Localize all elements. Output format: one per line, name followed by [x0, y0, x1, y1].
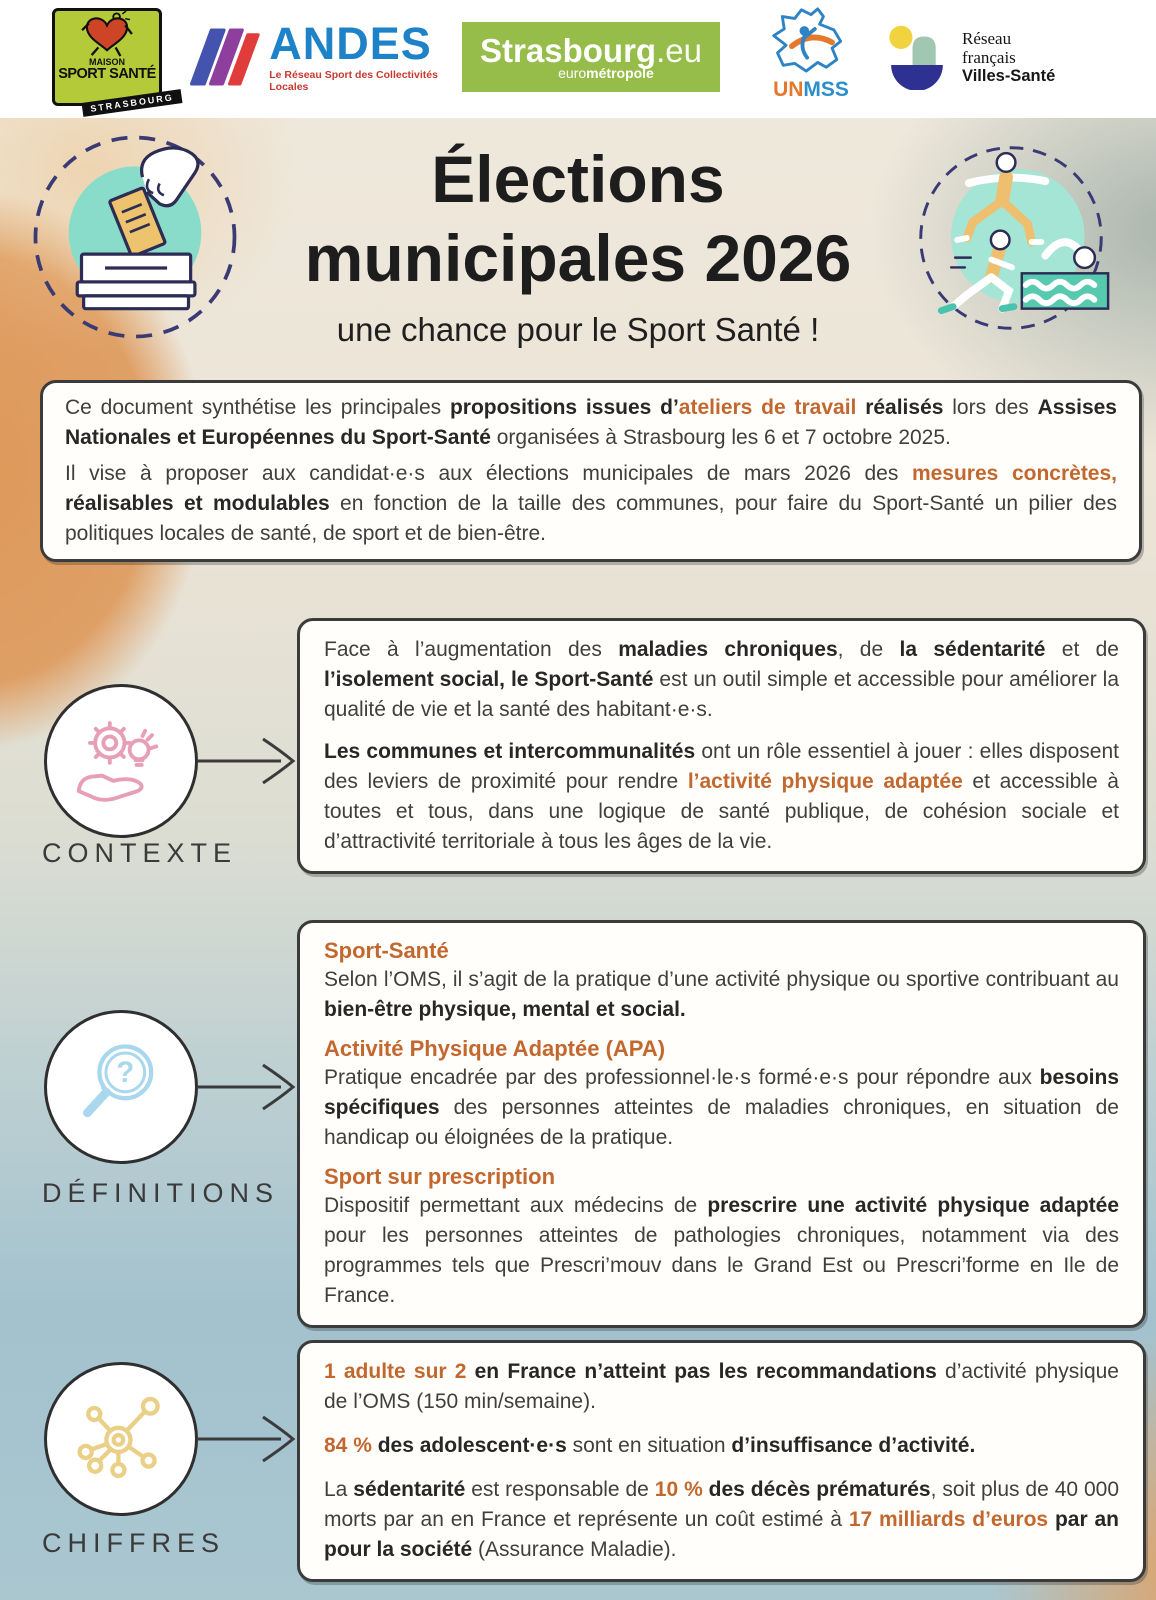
arrow-connector — [197, 1411, 297, 1467]
definitions-icon-circle — [44, 1010, 198, 1164]
strasbourg-ribbon: STRASBOURG — [81, 89, 182, 117]
unmss-wordmark: UNMSS — [773, 78, 849, 101]
intro-paragraph-1: Ce document synthétise les principales propositions issues d’ateliers de travail réalisés lors des Assises Nationales et Européennes du Sport-Santé organisées à Strasbourg les 6 et 7 octobre 2025. — [65, 396, 1117, 449]
chiffres-paragraph-3: La sédentarité est responsable de 10 % des décès prématurés, soit plus de 40 000 morts par an en France et représente un coût estimé à 17 milliards d’euros par an pour la société (Assurance Maladie). — [324, 1478, 1120, 1561]
chiffres-paragraph-1: 1 adulte sur 2 en France n’atteint pas les recommandations d’activité physique de l’OMS (150 min/semaine). — [324, 1360, 1119, 1413]
running-heart-icon — [78, 11, 136, 57]
arrow-connector — [197, 733, 297, 789]
maison-label: MAISON — [89, 57, 125, 67]
strasbourg-wordmark: Strasbourg — [480, 31, 657, 69]
definition-block — [324, 1035, 1119, 1153]
arrow-connector — [197, 1059, 297, 1115]
svg-text:?: ? — [116, 1055, 135, 1089]
chiffres-card — [297, 1340, 1146, 1582]
andes-tagline: Le Réseau Sport des Collectivités Locales — [269, 69, 438, 93]
definitions-card — [297, 920, 1146, 1328]
reseau-villes-sante-logo — [884, 18, 1092, 96]
definition-body: Dispositif permettant aux médecins de prescrire une activité physique adaptée pour les personnes atteintes de pathologies chroniques, notamment via des programmes tels que Prescri’mouv dans le Grand Est ou Prescri’forme en Ile de France. — [324, 1194, 1119, 1307]
definition-heading: Activité Physique Adaptée (APA) — [324, 1036, 666, 1061]
section-label-chiffres: CHIFFRES — [42, 1528, 225, 1558]
definition-body: Pratique encadrée par des professionnel·le·s formé·e·s pour répondre aux besoins spécifiques des personnes atteintes de maladies chroniques, en situation de handicap ou éloignées de la pratique. — [324, 1066, 1119, 1149]
strasbourg-eu-logo — [462, 22, 720, 92]
contexte-icon-circle — [44, 684, 198, 838]
section-label-definitions: DÉFINITIONS — [42, 1178, 280, 1208]
villes-sante-icon — [884, 24, 950, 90]
sports-illustration — [908, 138, 1114, 338]
definition-heading: Sport sur prescription — [324, 1164, 556, 1189]
maison-sport-sante-badge — [52, 8, 162, 106]
strasbourg-tld: .eu — [656, 31, 702, 69]
magnifier-question-icon — [65, 1031, 177, 1143]
villes-sante-wordmark: Réseau français Villes-Santé — [962, 28, 1056, 85]
chiffres-icon-circle — [44, 1362, 198, 1516]
andes-logo — [190, 16, 448, 98]
page-title: Élections municipales 2026 — [304, 142, 852, 295]
definition-block — [324, 1163, 1119, 1311]
hero-text — [218, 140, 938, 349]
andes-wordmark: ANDES — [269, 18, 432, 69]
network-icon — [65, 1383, 177, 1495]
intro-card — [40, 380, 1142, 562]
section-label-contexte: CONTEXTE — [42, 838, 238, 868]
contexte-paragraph-2: Les communes et intercommunalités ont un rôle essentiel à jouer : elles disposent des leviers de proximité pour rendre l’activité physique adaptée et accessible à toutes et tous, dans une logique de santé publique, de cohésion sociale et d’attractivité territoriale à tous les âges de la vie. — [324, 740, 1119, 853]
eurometropole-bold: métropole — [586, 64, 654, 81]
eurometropole-light: euro — [558, 64, 587, 81]
andes-stripes-icon — [190, 20, 261, 94]
logo-strip — [0, 0, 1156, 118]
contexte-card — [297, 618, 1146, 874]
hand-gear-lightbulb-icon — [65, 705, 177, 817]
unmss-logo — [756, 6, 866, 112]
definition-heading: Sport-Santé — [324, 938, 449, 963]
intro-paragraph-2: Il vise à proposer aux candidat·e·s aux élections municipales de mars 2026 des mesures concrètes, réalisables et modulables en fonction de la taille des communes, pour faire du Sport-Santé un pilier des politiques locales de santé, de sport et de bien-être. — [65, 462, 1118, 545]
definition-body: Selon l’OMS, il s’agit de la pratique d’une activité physique ou sportive contribuant au bien-être physique, mental et social. — [324, 968, 1119, 1021]
sport-sante-label: SPORT SANTÉ — [58, 66, 156, 82]
ballot-box-illustration — [28, 130, 242, 344]
maison-sport-sante-logo — [52, 8, 174, 114]
contexte-paragraph-1: Face à l’augmentation des maladies chroniques, de la sédentarité et de l’isolement social, le Sport-Santé est un outil simple et accessible pour améliorer la qualité de vie et la santé des habitant·e·s. — [324, 638, 1119, 721]
chiffres-paragraph-2: 84 % des adolescent·e·s sont en situation d’insuffisance d’activité. — [324, 1434, 976, 1457]
definition-block — [324, 937, 1119, 1025]
page-subtitle: une chance pour le Sport Santé ! — [336, 311, 820, 348]
